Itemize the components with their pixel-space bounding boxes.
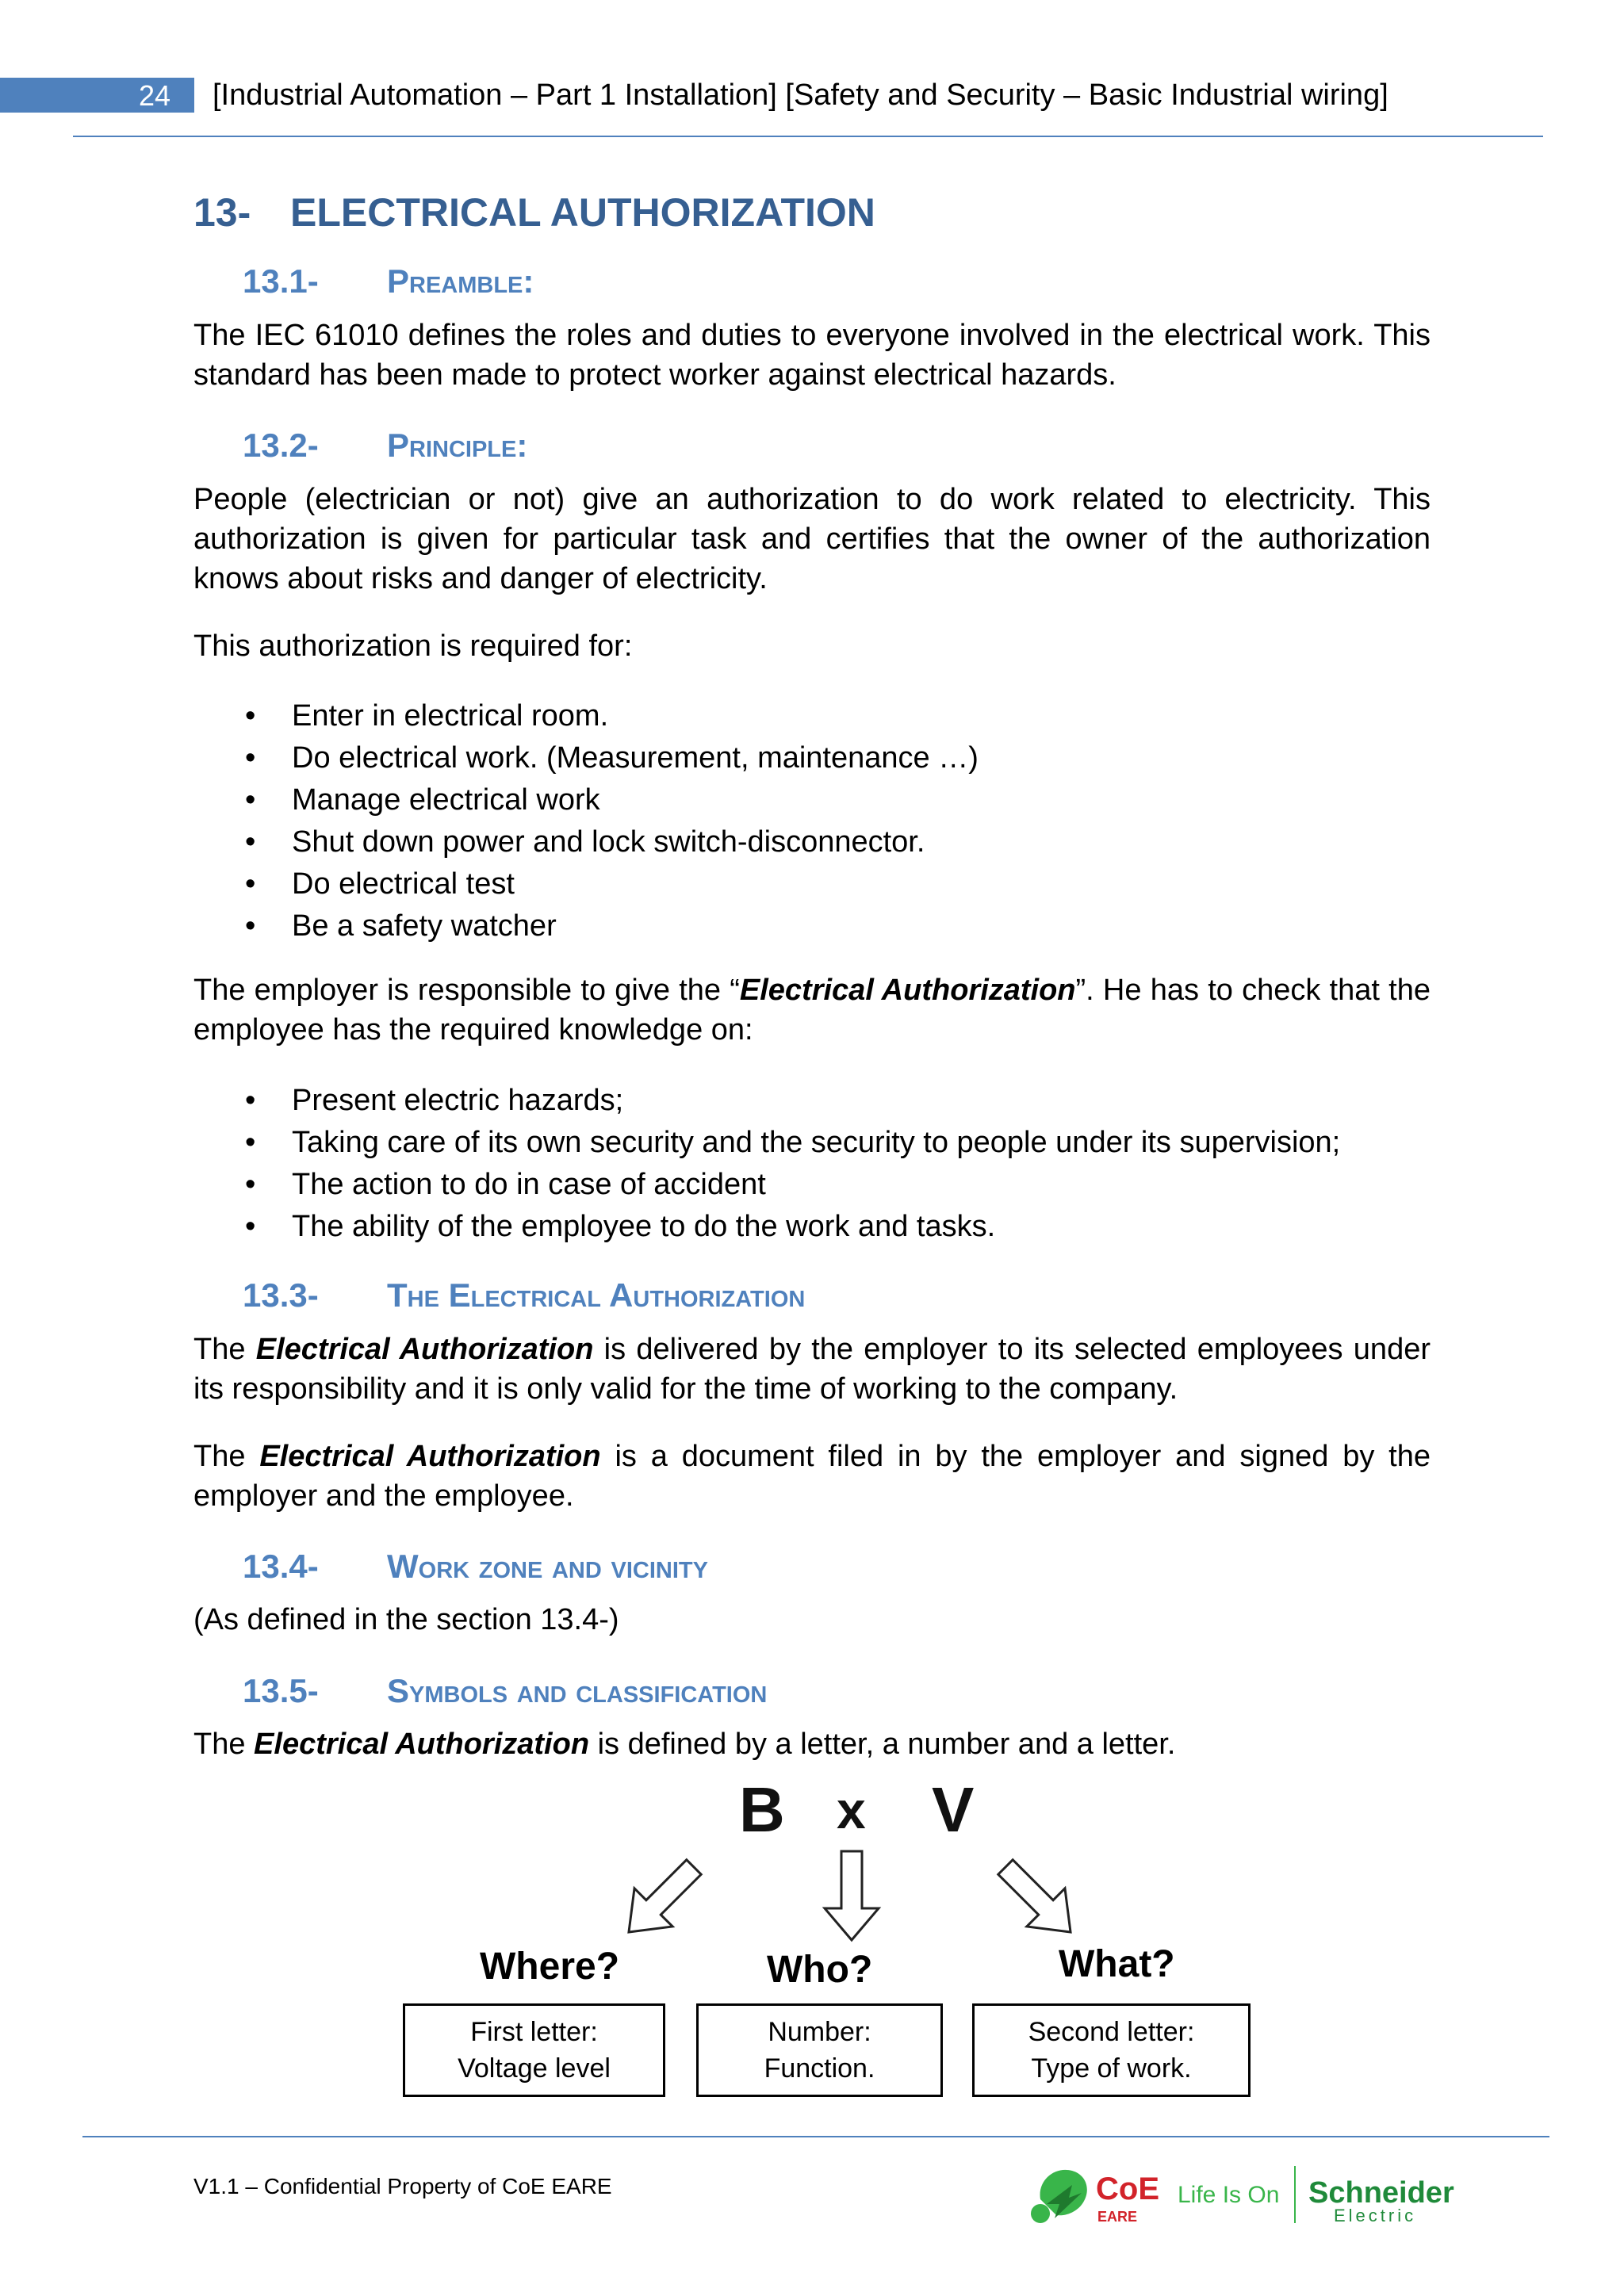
subsection-title: Preamble: [387, 262, 534, 300]
preamble-paragraph: The IEC 61010 defines the roles and duties to everyone involved in the electrical work. This standard has been made to protect worker against electrical hazards. [193, 319, 1431, 392]
arrow-who-icon [825, 1851, 879, 1940]
svg-text:EARE: EARE [1097, 2209, 1138, 2225]
subsection-number: 13.3- [243, 1276, 319, 1314]
list-item: • The ability of the employee to do the work and tasks. [193, 1206, 1340, 1248]
box-line: First letter: [470, 2017, 598, 2047]
box-line: Number: [768, 2017, 871, 2047]
box-number [696, 2003, 943, 2097]
header-title: [Industrial Automation – Part 1 Installation] [Safety and Security – Basic Industrial wiring] [213, 78, 1388, 112]
authorization-paragraph-2: The Electrical Authorization is a document filed in by the employer and signed by the employer and the employee. [193, 1440, 1431, 1513]
svg-text:Life Is On: Life Is On [1178, 2182, 1280, 2208]
coe-logo-icon [1023, 2158, 1467, 2231]
svg-text:CoE: CoE [1096, 2172, 1159, 2206]
svg-text:Schneider: Schneider [1308, 2176, 1454, 2210]
question-what: What? [1059, 1943, 1175, 1985]
subsection-number: 13.4- [243, 1548, 319, 1585]
footer-text: V1.1 – Confidential Property of CoE EARE [193, 2174, 612, 2198]
principle-paragraph: People (electrician or not) give an authorization to do work related to electricity. This authorization is given for particular task and certifies that the owner of the authorization knows about risks and danger of electricity. [193, 483, 1431, 595]
list-item: • Be a safety watcher [193, 905, 979, 947]
box-line: Voltage level [458, 2053, 611, 2084]
subsection-title: Principle: [387, 427, 528, 464]
letter-function: x [837, 1781, 866, 1839]
required-for-intro: This authorization is required for: [193, 629, 633, 663]
emphasis-term: Electrical Authorization [259, 1440, 601, 1473]
box-line: Second letter: [1028, 2017, 1195, 2047]
question-who: Who? [767, 1949, 873, 1991]
page-number: 24 [138, 79, 171, 112]
emphasis-term: Electrical Authorization [739, 974, 1076, 1007]
arrow-what-icon [986, 1848, 1090, 1951]
section-number: 13- [193, 190, 251, 235]
section-title: ELECTRICAL AUTHORIZATION [290, 190, 875, 235]
list-item: • The action to do in case of accident [193, 1164, 1340, 1206]
box-line: Function. [764, 2053, 875, 2084]
box-line: Type of work. [1031, 2053, 1192, 2084]
authorization-paragraph-1: The Electrical Authorization is delivered by the employer to its selected employees under its responsibility and it is only valid for the time of working to the company. [193, 1333, 1431, 1406]
subsection-number: 13.1- [243, 262, 319, 300]
footer-logos [1023, 2158, 1467, 2231]
question-where: Where? [480, 1946, 620, 1988]
footer-rule [82, 2136, 1549, 2137]
list-item: • Present electric hazards; [193, 1080, 1340, 1122]
list-item: • Shut down power and lock switch-disconnector. [193, 821, 979, 863]
box-first-letter [403, 2003, 665, 2097]
list-item: • Do electrical test [193, 863, 979, 905]
subsection-title: Symbols and classification [387, 1672, 768, 1709]
subsection-number: 13.2- [243, 427, 319, 464]
symbols-paragraph: The Electrical Authorization is defined by a letter, a number and a letter. [193, 1728, 1176, 1761]
emphasis-term: Electrical Authorization [254, 1728, 590, 1761]
list-item: • Do electrical work. (Measurement, maintenance …) [193, 737, 979, 779]
arrow-where-icon [610, 1848, 713, 1951]
subsection-title: Work zone and vicinity [387, 1548, 708, 1585]
letter-voltage: B [739, 1774, 785, 1845]
svg-text:Electric: Electric [1334, 2206, 1417, 2225]
letter-work-type: V [932, 1774, 975, 1845]
list-item: • Manage electrical work [193, 779, 979, 821]
employer-paragraph: The employer is responsible to give the “Electrical Authorization”. He has to check that the employee has the required knowledge on: [193, 974, 1431, 1047]
subsection-title: The Electrical Authorization [387, 1276, 806, 1314]
list-item: • Enter in electrical room. [193, 695, 979, 737]
emphasis-term: Electrical Authorization [255, 1333, 594, 1366]
box-second-letter [972, 2003, 1251, 2097]
list-item: • Taking care of its own security and the security to people under its supervision; [193, 1122, 1340, 1164]
subsection-number: 13.5- [243, 1672, 319, 1709]
work-zone-paragraph: (As defined in the section 13.4-) [193, 1603, 619, 1636]
